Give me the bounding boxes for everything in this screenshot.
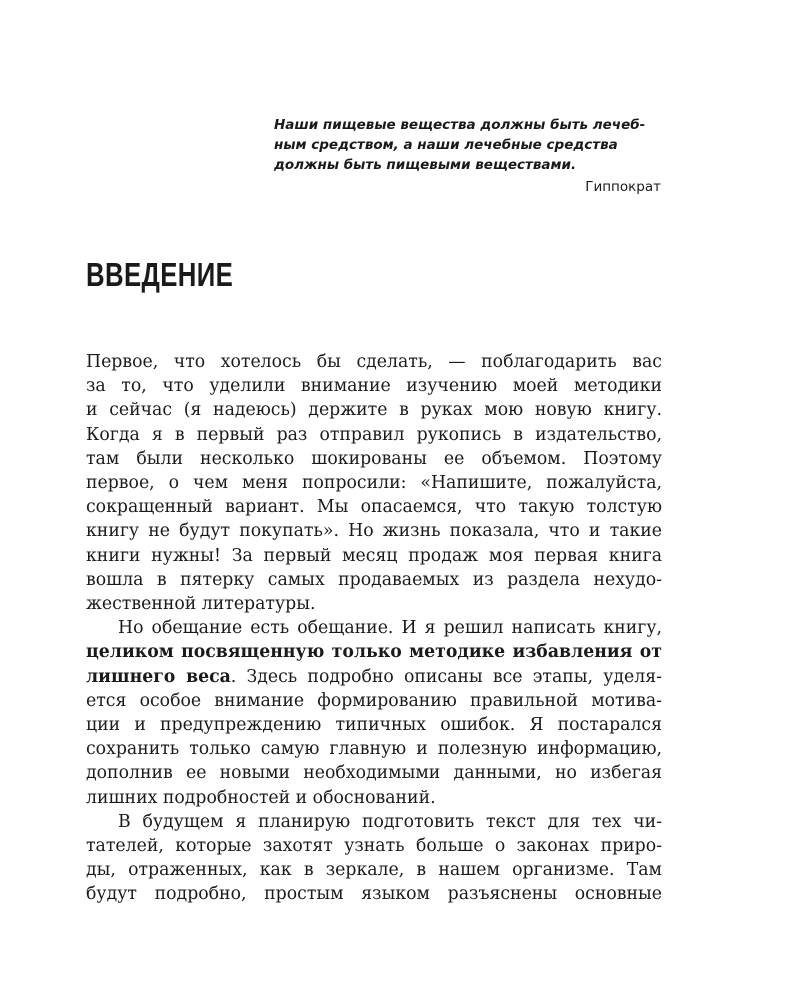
text-line: Но обещание есть обещание. И я решил написать книгу, [118, 618, 662, 639]
epigraph [274, 115, 664, 197]
text-line: сокращенный вариант. Мы опасаемся, что такую толстую [86, 497, 662, 518]
text-line: тателей, которые захотят узнать больше о законах приро- [86, 836, 662, 857]
text-line: вошла в пятерку самых продаваемых из раздела нехудо- [86, 569, 662, 590]
body-text [86, 350, 662, 907]
text-line: книги нужны! За первый месяц продаж моя первая книга [86, 545, 662, 566]
epigraph-line: должны быть пищевыми веществами. [274, 157, 577, 173]
text-line: дополнив ее новыми необходимыми данными, но избегая [86, 763, 662, 784]
text-line: лишних подробностей и обоснований. [86, 787, 436, 808]
text-fragment: . Здесь подробно описаны все этапы, уделя- [230, 666, 663, 687]
text-line: В будущем я планирую подготовить текст для тех чи- [118, 811, 662, 832]
text-line: Когда я в первый раз отправил рукопись в издательство, [86, 424, 662, 445]
text-line: первое, о чем меня попросили: «Напишите, пожалуйста, [86, 473, 662, 494]
chapter-title: ВВЕДЕНИЕ [86, 256, 234, 293]
mixed-line [86, 665, 662, 689]
text-line: ется особое внимание формированию правильной мотива- [86, 690, 662, 711]
epigraph-quote [274, 115, 664, 175]
text-line: ды, отраженных, как в зеркале, в нашем организме. Там [86, 860, 662, 881]
epigraph-author: Гиппократ [585, 179, 661, 195]
text-line: жественной литературы. [86, 594, 316, 615]
text-line: книгу не будут покупать». Но жизнь показала, что и такие [86, 521, 662, 542]
epigraph-line: ным средством, а наши лечебные средства [274, 137, 618, 153]
text-line: за то, что уделили внимание изучению моей методики [86, 376, 662, 397]
text-line: сохранить только самую главную и полезную информацию, [86, 739, 662, 760]
text-line: и сейчас (я надеюсь) держите в руках мою новую книгу. [86, 400, 662, 421]
text-line: Первое, что хотелось бы сделать, — поблагодарить вас [86, 352, 662, 372]
emphasis-line: целиком посвященную только методике избавления от [86, 642, 662, 663]
epigraph-line: Наши пищевые вещества должны быть лечеб- [274, 117, 646, 133]
text-line: ции и предупреждению типичных ошибок. Я постарался [86, 715, 662, 736]
text-line: будут подробно, простым языком разъяснены основные [86, 884, 662, 905]
text-line: там были несколько шокированы ее объемом. Поэтому [86, 448, 662, 469]
emphasis-text: лишнего веса [86, 666, 231, 687]
